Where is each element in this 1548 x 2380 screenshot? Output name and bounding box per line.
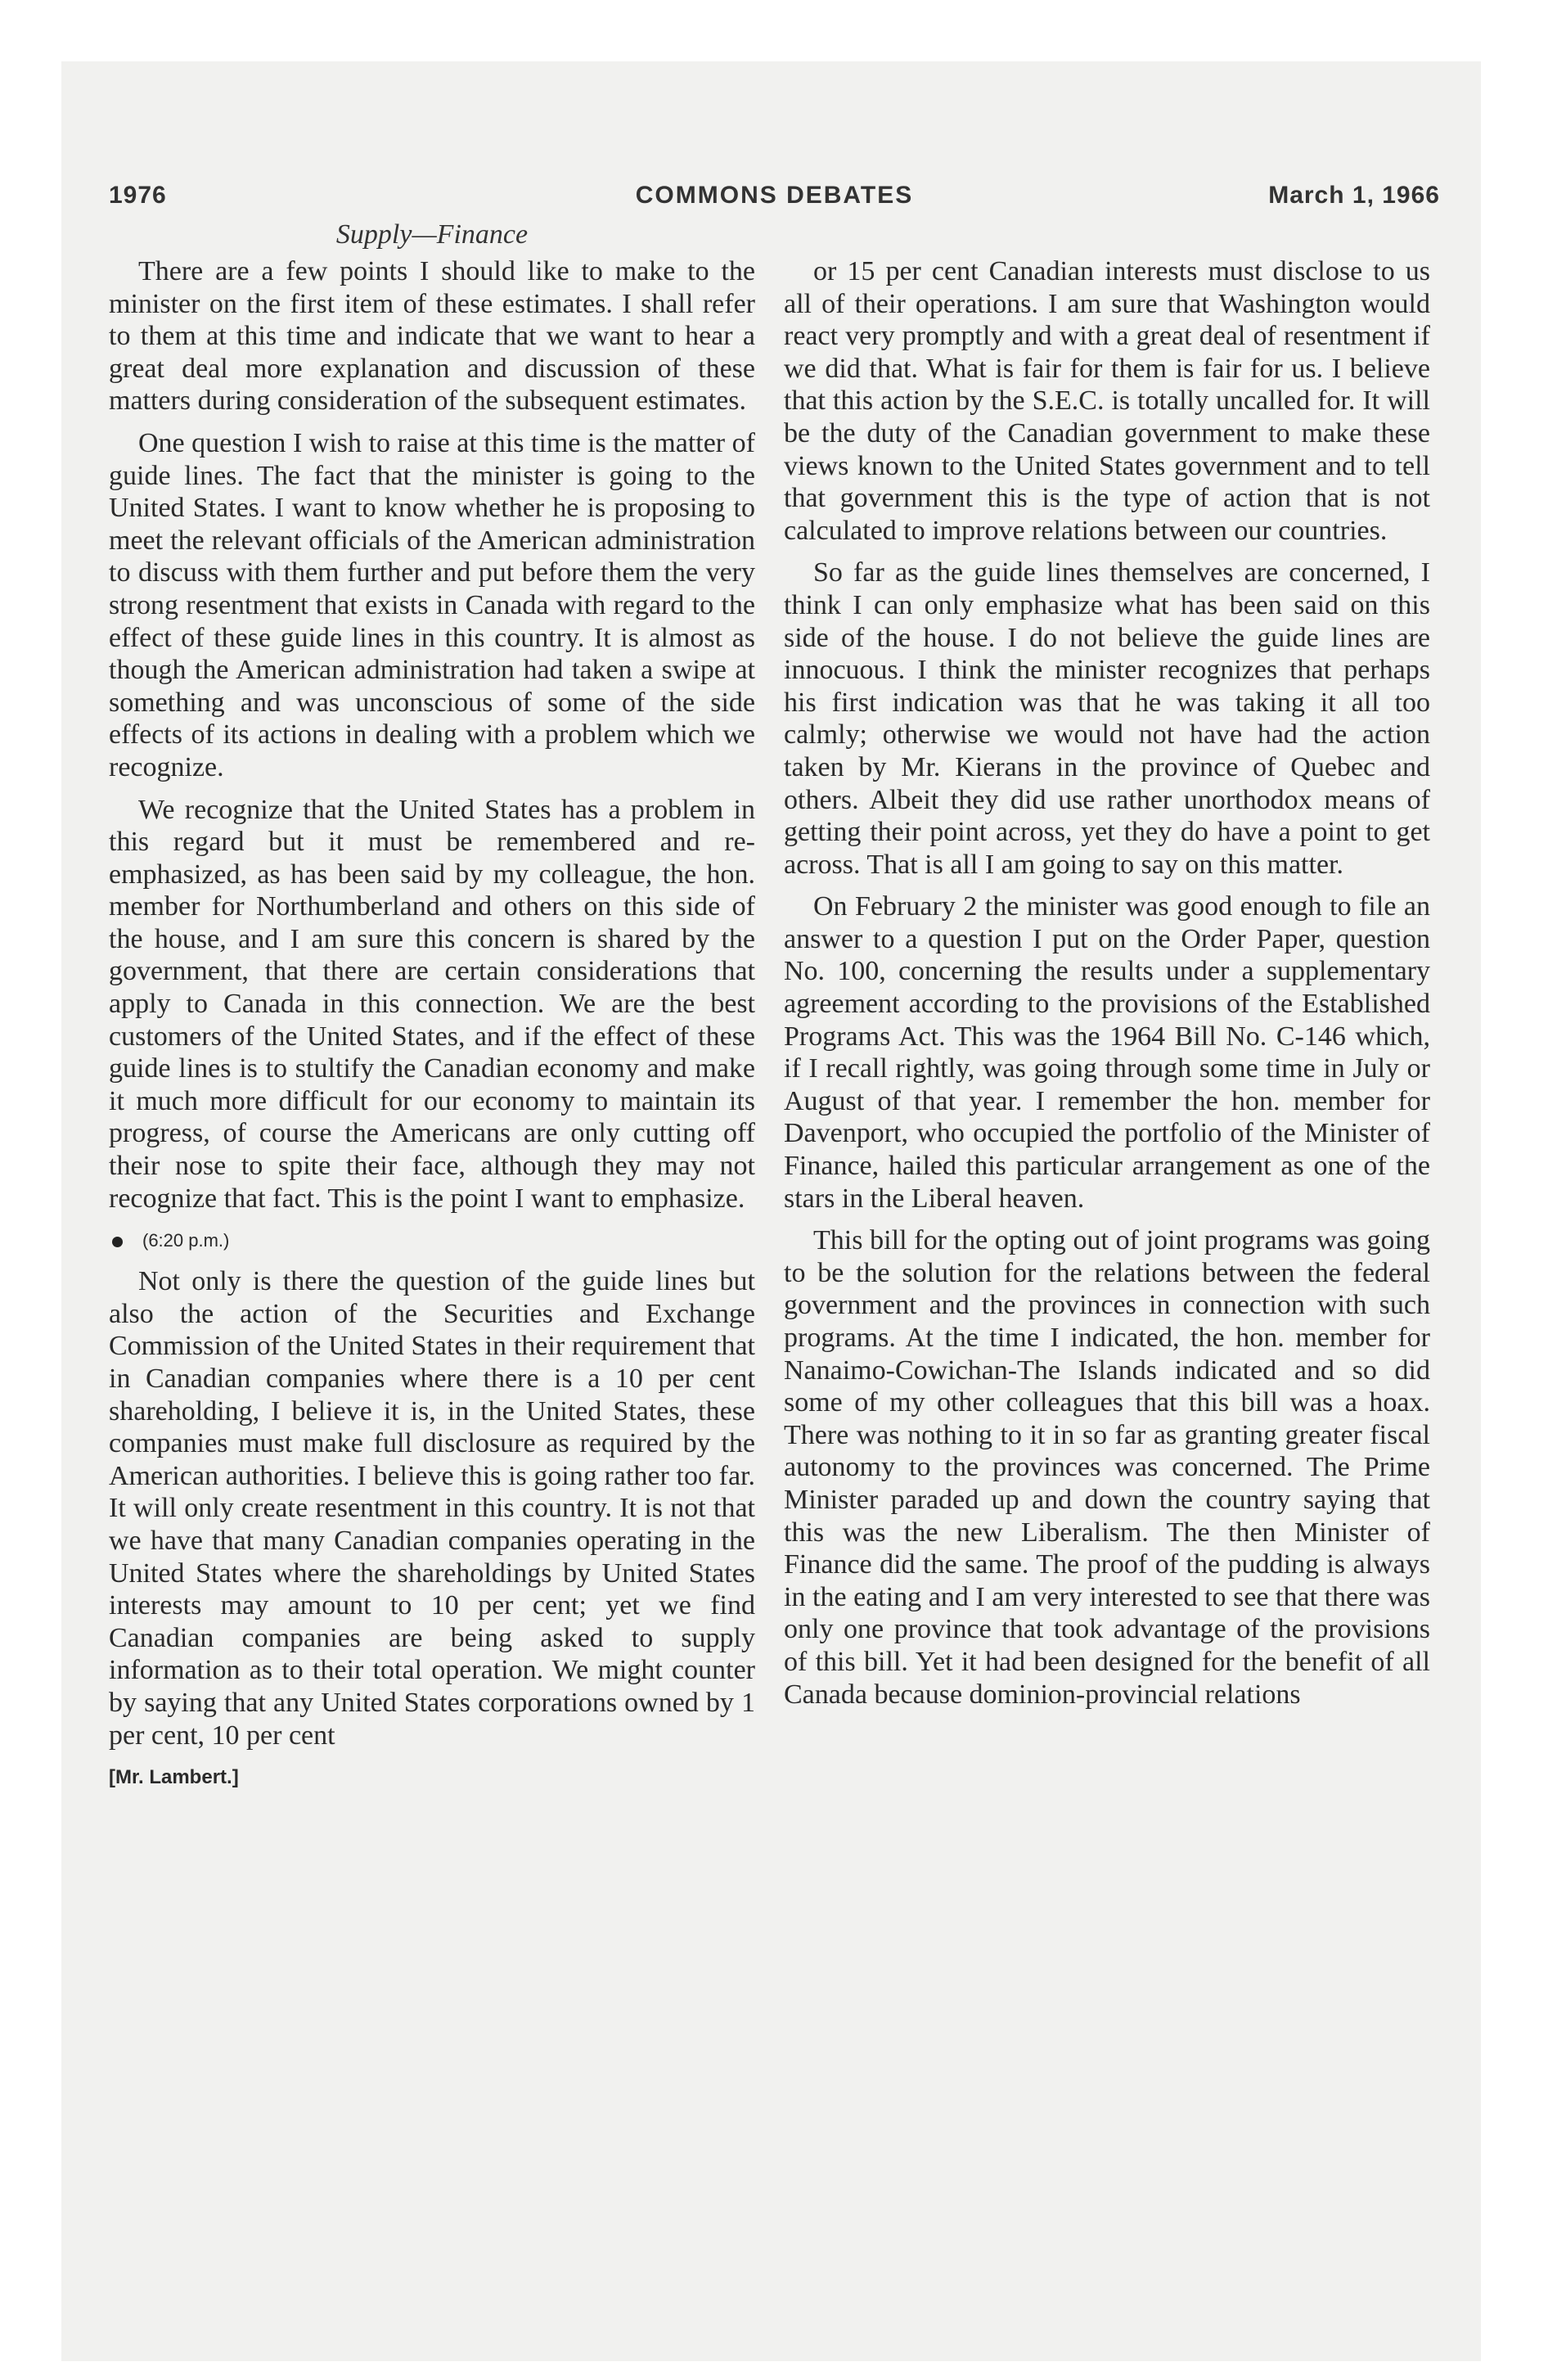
timestamp-text: (6:20 p.m.) — [142, 1230, 230, 1251]
right-column — [784, 255, 1430, 1720]
section-subheading: Supply—Finance — [335, 219, 529, 250]
bullet-icon — [112, 1237, 123, 1247]
speaker-attribution: [Mr. Lambert.] — [109, 1766, 239, 1789]
paragraph: One question I wish to raise at this time is the matter of guide lines. The fact that the minister is going to the United States. I want to know whether he is proposing to meet the relevant officials of the American administration to discuss with them further and put before them the very strong resentment that exists in Canada with regard to the effect of these guide lines in this country. It is almost as though the American administration had taken a swipe at something and was unconscious of some of the side effects of its actions in dealing with a problem which we recognize. — [109, 427, 755, 782]
paragraph: This bill for the opting out of joint programs was going to be the solution for the relations between the federal government and the provinces in connection with such programs. At the time I indicated, the hon. member for Nanaimo-Cowichan-The Islands indicated and so did some of my other colleagues that this bill was a hoax. There was nothing to it in so far as granting greater fiscal autonomy to the provinces was concerned. The Prime Minister paraded up and down the country saying that this was the new Liberalism. The then Minister of Finance did the same. The proof of the pudding is always in the eating and I am very interested to see that there was only one province that took advantage of the provisions of this bill. Yet it had been designed for the benefit of all Canada because dominion-provincial relations — [784, 1225, 1430, 1710]
page-number: 1976 — [109, 182, 167, 209]
left-column — [109, 255, 755, 1794]
paragraph: We recognize that the United States has a problem in this regard but it must be remembered and re-emphasized, as has been said by my colleague, the hon. member for Northumberland and others on this side of the house, and I am sure this concern is shared by the government, that there are certain considerations that apply to Canada in this connection. We are the best customers of the United States, and if the effect of these guide lines is to stultify the Canadian economy and make it much more difficult for our economy to maintain its progress, of course the Americans are only cutting off their nose to spite their face, although they may not recognize that fact. This is the point I want to emphasize. — [109, 794, 755, 1214]
paragraph: So far as the guide lines themselves are concerned, I think I can only emphasize what has been said on this side of the house. I do not believe the guide lines are innocuous. I think the minister recognizes that perhaps his first indication was that he was taking it all too calmly; otherwise we would not have had the action taken by Mr. Kierans in the province of Quebec and others. Albeit they did use rather unorthodox means of getting their point across, yet they do have a point to get across. That is all I am going to say on this matter. — [784, 557, 1430, 880]
paragraph: Not only is there the question of the guide lines but also the action of the Securities and Exchange Commission of the United States in their requirement that in Canadian companies where there is a 10 per cent shareholding, I believe it is, in the United States, these companies must make full disclosure as required by the American authorities. I believe this is going rather too far. It will only create resentment in this country. It is not that we have that many Canadian companies operating in the United States where the shareholdings by United States interests may amount to 10 per cent; yet we find Canadian companies are being asked to supply information as to their total operation. We might counter by saying that any United States corporations owned by 1 per cent, 10 per cent — [109, 1266, 755, 1751]
issue-date: March 1, 1966 — [1268, 182, 1440, 209]
timestamp-marker — [109, 1224, 755, 1257]
paragraph: or 15 per cent Canadian interests must disclose to us all of their operations. I am sure that Washington would react very promptly and with a great deal of resentment if we did that. What is fair for them is fair for us. I believe that this action by the S.E.C. is totally uncalled for. It will be the duty of the Canadian government to make these views known to the United States government and to tell that government this is the type of action that is not calculated to improve relations between our countries. — [784, 256, 1430, 546]
publication-title: COMMONS DEBATES — [635, 182, 914, 209]
paragraph: On February 2 the minister was good enough to file an answer to a question I put on the Order Paper, question No. 100, concerning the results under a supplementary agreement according to the provisions of the Established Programs Act. This was the 1964 Bill No. C-146 which, if I recall rightly, was going through some time in July or August of that year. I remember the hon. member for Davenport, who occupied the portfolio of the Minister of Finance, hailed this particular arrangement as one of the stars in the Liberal heaven. — [784, 891, 1430, 1214]
page-header — [109, 182, 1440, 221]
paragraph: There are a few points I should like to make to the minister on the first item of these estimates. I shall refer to them at this time and indicate that we want to hear a great deal more explanation and discussion of these matters during consideration of the subsequent estimates. — [109, 256, 755, 417]
